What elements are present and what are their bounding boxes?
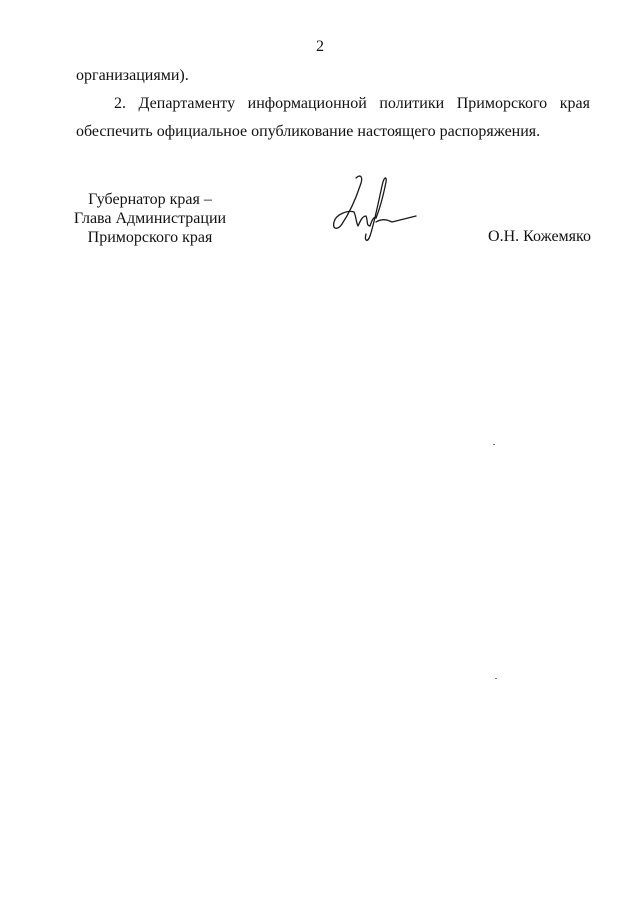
continuation-text: организациями).: [76, 67, 189, 84]
paragraph-word: политики: [379, 95, 445, 112]
handwritten-signature: [326, 172, 418, 244]
paragraph-word: Департаменту: [138, 95, 236, 112]
paragraph-word: информационной: [247, 95, 367, 112]
signer-name: О.Н. Кожемяко: [488, 228, 591, 245]
signatory-title-line: Приморского края: [87, 229, 213, 246]
page-number: 2: [316, 38, 324, 55]
paragraph-2-first-line: [76, 90, 590, 118]
paragraph-word: края: [559, 95, 590, 112]
paragraph-2-second-line: обеспечить официальное опубликование настоящего распоряжения.: [76, 123, 541, 140]
signatory-title: [70, 190, 230, 247]
signatory-title-line: Глава Администрации: [73, 210, 227, 227]
scan-speck: [493, 444, 495, 445]
scan-speck: [495, 678, 497, 679]
paragraph-number: 2.: [114, 95, 126, 112]
continuation-line: [76, 62, 590, 90]
signatory-title-line: Губернатор края –: [88, 191, 212, 208]
paragraph-2: [76, 90, 590, 146]
paragraph-word: Приморского: [456, 95, 548, 112]
